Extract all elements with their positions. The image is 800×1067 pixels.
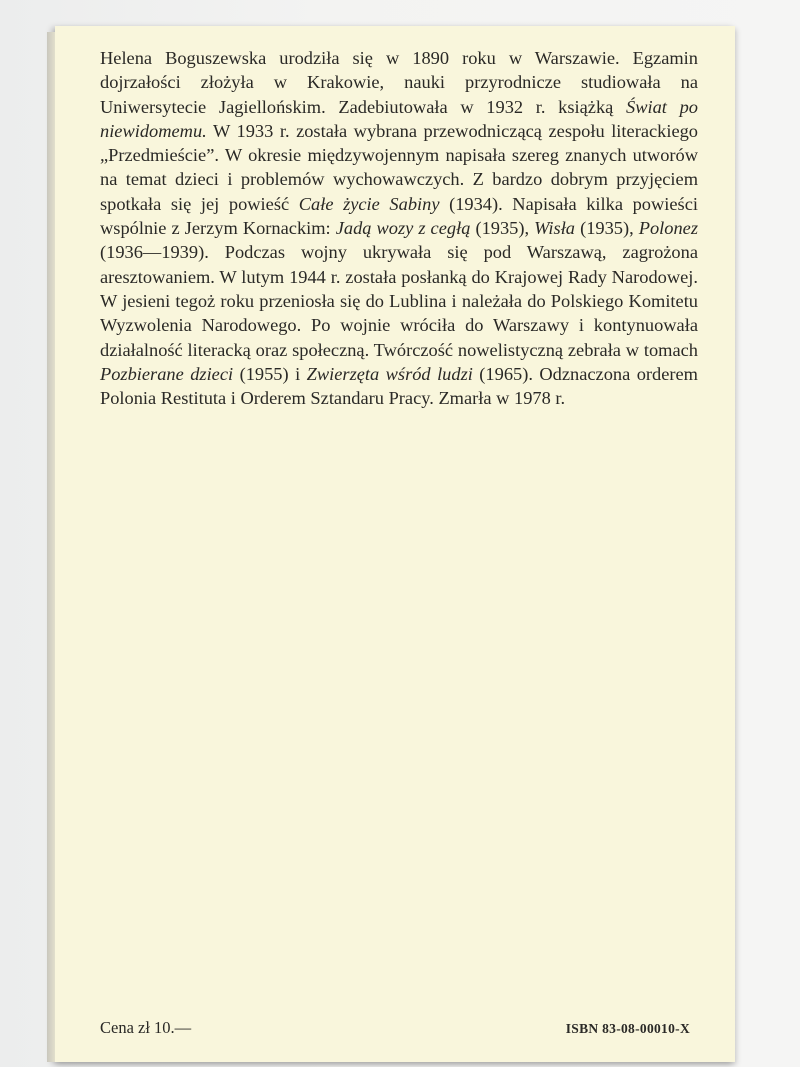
cover-footer [100, 1018, 690, 1038]
bio-text: (1955) i [233, 363, 307, 384]
bio-text: (1965). Odznaczona orderem Polonia Restituta i Orderem Sztandaru Pracy. Zmarła w 1978 r. [100, 363, 698, 409]
author-biography [100, 46, 698, 410]
book-title: Zwierzęta wśród ludzi [306, 363, 473, 384]
biography-paragraph [100, 46, 698, 410]
book-title: Świat po niewidomemu. [100, 96, 698, 141]
book-title: Polonez [638, 218, 698, 239]
bio-text: W 1933 r. została wybrana przewodniczącą zespołu literackiego „Przedmieście”. W okresie międzywojennym napisała szereg znanych utworów na temat dzieci i problemów wychowawczych. Z bardzo dobrym przyjęciem spotkała się jej powieść [100, 120, 698, 214]
bio-text: (1935), [575, 218, 639, 239]
book-back-cover [55, 26, 735, 1062]
isbn-label: ISBN 83-08-00010-X [565, 1021, 690, 1036]
price-label: Cena zł 10.— [100, 1018, 192, 1037]
bio-text: Helena Boguszewska urodziła się w 1890 roku w Warszawie. Egzamin dojrzałości złożyła w Krakowie, nauki przyrodnicze studiowała na Uniwersytecie Jagiellońskim. Zadebiutowała w 1932 r. książką [100, 48, 698, 117]
book-title: Całe życie Sabiny [298, 193, 440, 214]
bio-text: (1934). Napisała kilka powieści wspólnie z Jerzym Kornackim: [100, 193, 698, 239]
bio-text: (1936—1939). Podczas wojny ukrywała się pod Warszawą, zagrożona aresztowaniem. W lutym 1944 r. została posłanką do Krajowej Rady Narodowej. W jesieni tegoż roku przeniosła się do Lublina i należała do Polskiego Komitetu Wyzwolenia Narodowego. Po wojnie wróciła do Warszawy i kontynuowała działalność literacką oraz społeczną. Twórczość nowelistyczną zebrała w tomach [100, 242, 698, 360]
bio-text: (1935), [470, 218, 535, 239]
book-title: Jadą wozy z cegłą [335, 218, 471, 239]
book-title: Pozbierane dzieci [100, 363, 234, 384]
book-title: Wisła [534, 218, 576, 239]
